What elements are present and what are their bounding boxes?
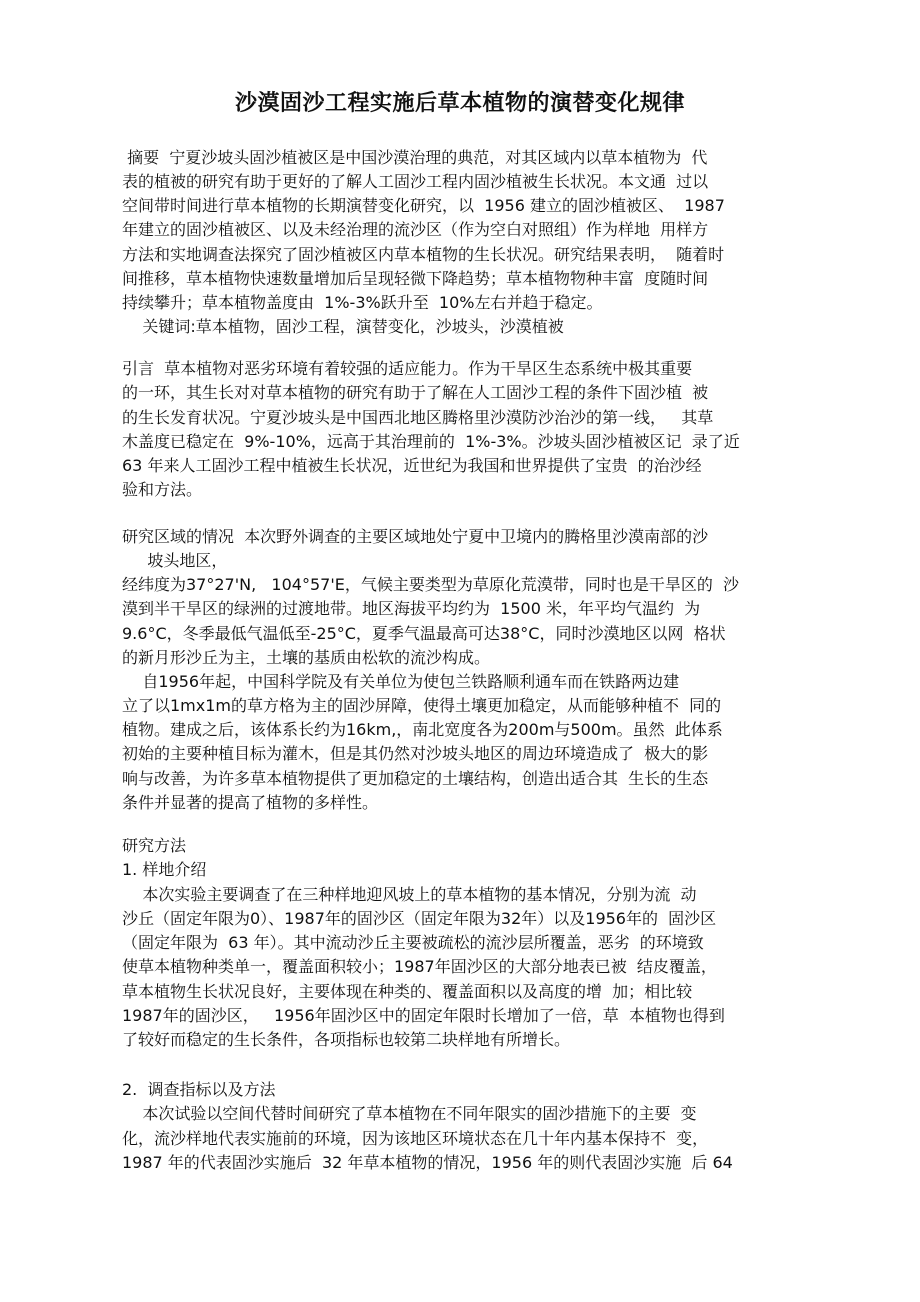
study-area-line: 条件并显著的提高了植物的多样性。 xyxy=(122,793,379,812)
abstract-line: 间推移，草本植物快速数量增加后呈现轻微下降趋势；草本植物物种丰富 度随时间 xyxy=(122,269,709,288)
study-area-line: 坡头地区， xyxy=(122,551,228,570)
subsection-heading: 2. 调查指标以及方法 xyxy=(122,1080,276,1099)
abstract-line: 年建立的固沙植被区、以及未经治理的流沙区（作为空白对照组）作为样地 用样方 xyxy=(122,220,709,239)
study-area-line: 响与改善，为许多草本植物提供了更加稳定的土壤结构，创造出适合其 生长的生态 xyxy=(122,769,709,788)
study-area-line: 漠到半干旱区的绿洲的过渡地带。地区海拔平均约为 1500 米，年平均气温约 为 xyxy=(122,599,701,618)
method-line: （固定年限为 63 年）。其中流动沙丘主要被疏松的流沙层所覆盖，恶劣 的环境致 xyxy=(122,933,704,952)
study-area-line: 9.6°C，冬季最低气温低至-25°C，夏季气温最高可达38°C，同时沙漠地区以网 格状 xyxy=(122,624,726,643)
intro-line: 引言 草本植物对恶劣环境有着较强的适应能力。作为干旱区生态系统中极其重要 xyxy=(122,359,693,378)
study-area-line: 经纬度为37°27'N, 104°57'E，气候主要类型为草原化荒漠带，同时也是干旱区的 沙 xyxy=(122,575,740,594)
method-line: 1987年的固沙区， 1956年固沙区中的固定年限时长增加了一倍，草 本植物也得到 xyxy=(122,1006,725,1025)
method-line: 1987 年的代表固沙实施后 32 年草本植物的情况，1956 年的则代表固沙实施 后 64 xyxy=(122,1153,733,1172)
method-line: 本次实验主要调查了在三种样地迎风坡上的草本植物的基本情况，分别为流 动 xyxy=(122,885,697,904)
abstract-line: 表的植被的研究有助于更好的了解人工固沙工程内固沙植被生长状况。本文通 过以 xyxy=(122,172,709,191)
intro-line: 63 年来人工固沙工程中植被生长状况，近世纪为我国和世界提供了宝贵 的治沙经 xyxy=(122,456,702,475)
section-heading: 研究方法 xyxy=(122,836,187,855)
method-line: 化，流沙样地代表实施前的环境，因为该地区环境状态在几十年内基本保持不 变， xyxy=(122,1129,709,1148)
subsection-heading: 1. 样地介绍 xyxy=(122,860,207,879)
abstract-line: 摘要 宁夏沙坡头固沙植被区是中国沙漠治理的典范，对其区域内以草本植物为 代 xyxy=(122,148,708,167)
keywords-line: 关键词:草本植物，固沙工程，演替变化，沙坡头，沙漠植被 xyxy=(122,317,564,336)
abstract-line: 空间带时间进行草本植物的长期演替变化研究，以 1956 建立的固沙植被区、 1987 xyxy=(122,196,725,215)
document-title: 沙漠固沙工程实施后草本植物的演替变化规律 xyxy=(234,91,685,116)
method-line: 草本植物生长状况良好，主要体现在种类的、覆盖面积以及高度的增 加；相比较 xyxy=(122,982,693,1001)
intro-line: 的生长发育状况。宁夏沙坡头是中国西北地区腾格里沙漠防沙治沙的第一线， 其草 xyxy=(122,408,714,427)
method-line: 了较好而稳定的生长条件，各项指标也较第二块样地有所增长。 xyxy=(122,1030,571,1049)
method-line: 沙丘（固定年限为0）、1987年的固沙区（固定年限为32年）以及1956年的 固沙区 xyxy=(122,909,717,928)
abstract-line: 方法和实地调查法探究了固沙植被区内草本植物的生长状况。研究结果表明， 随着时 xyxy=(122,245,725,264)
method-line: 本次试验以空间代替时间研究了草本植物在不同年限实的固沙措施下的主要 变 xyxy=(122,1104,697,1123)
intro-line: 的一环，其生长对对草本植物的研究有助于了解在人工固沙工程的条件下固沙植 被 xyxy=(122,383,709,402)
study-area-line: 自1956年起，中国科学院及有关单位为使包兰铁路顺利通车而在铁路两边建 xyxy=(122,672,680,691)
study-area-line: 初始的主要种植目标为灌木，但是其仍然对沙坡头地区的周边环境造成了 极大的影 xyxy=(122,744,709,763)
study-area-line: 立了以1mx1m的草方格为主的固沙屏障，使得土壤更加稳定，从而能够种植不 同的 xyxy=(122,696,722,715)
intro-line: 木盖度已稳定在 9%-10%，远高于其治理前的 1%-3%。沙坡头固沙植被区记 录了近 xyxy=(122,432,740,451)
study-area-line: 植物。建成之后，该体系长约为16km,，南北宽度各为200m与500m。虽然 此体系 xyxy=(122,720,723,739)
study-area-line: 研究区域的情况 本次野外调查的主要区域地处宁夏中卫境内的腾格里沙漠南部的沙 xyxy=(122,527,709,546)
method-line: 使草本植物种类单一，覆盖面积较小；1987年固沙区的大部分地表已被 结皮覆盖， xyxy=(122,957,717,976)
intro-line: 验和方法。 xyxy=(122,480,203,499)
abstract-line: 持续攀升；草本植物盖度由 1%-3%跃升至 10%左右并趋于稳定。 xyxy=(122,293,603,312)
study-area-line: 的新月形沙丘为主，土壤的基质由松软的流沙构成。 xyxy=(122,648,491,667)
